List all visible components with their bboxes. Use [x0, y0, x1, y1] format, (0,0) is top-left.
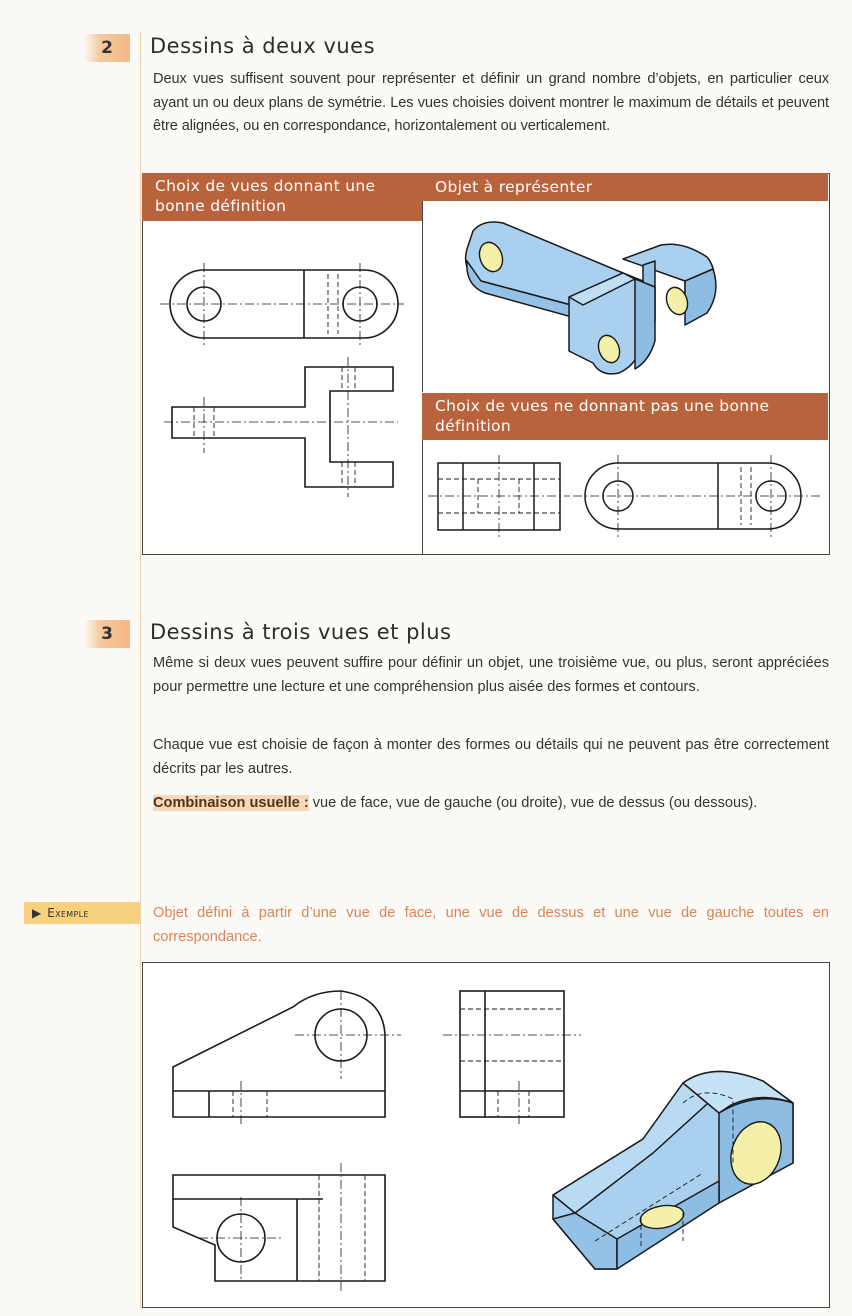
- bad-views-drawing: [423, 441, 828, 552]
- margin-rule: [140, 32, 141, 1308]
- object-header: Objet à représenter: [422, 173, 828, 201]
- object-isometric: [423, 201, 828, 391]
- section-3-combination: [153, 792, 829, 816]
- section-3-number: 3: [84, 620, 130, 648]
- example-caption: Objet défini à partir d’une vue de face, une vue de dessus et une vue de gauche toutes en correspondance.: [153, 905, 829, 945]
- section-3-title: Dessins à trois vues et plus: [150, 620, 452, 644]
- example-drawing: [143, 963, 828, 1305]
- section-2-paragraph: Deux vues suffisent souvent pour représenter et définir un grand nombre d’objets, en particulier ceux ayant un ou deux plans de symétrie. Les vues choisies doivent montrer le maximum de détails et peuvent être alignées, ou en correspondance, horizontalement ou verticalement.: [153, 71, 829, 134]
- combination-label: Combinaison usuelle :: [153, 795, 309, 811]
- good-views-drawing: [142, 221, 423, 551]
- combination-text: vue de face, vue de gauche (ou droite), vue de dessus (ou dessous).: [308, 795, 758, 811]
- play-arrow-icon: ▶: [32, 906, 42, 920]
- section-3-paragraph-1: Même si deux vues peuvent suffire pour définir un objet, une troisième vue, ou plus, seront appréciées pour permettre une lecture et une compréhension plus aisée des formes et contours.: [153, 655, 829, 695]
- example-tag-label: Exemple: [47, 906, 89, 920]
- bad-views-header: Choix de vues ne donnant pas une bonne définition: [422, 392, 828, 440]
- example-tag: [24, 902, 140, 924]
- section-2-title: Dessins à deux vues: [150, 34, 376, 58]
- section-2-number: 2: [84, 34, 130, 62]
- section-3-paragraph-2: Chaque vue est choisie de façon à monter des formes ou détails qui ne peuvent pas être correctement décrits par les autres.: [153, 737, 829, 777]
- good-views-header: Choix de vues donnant une bonne définition: [142, 173, 422, 221]
